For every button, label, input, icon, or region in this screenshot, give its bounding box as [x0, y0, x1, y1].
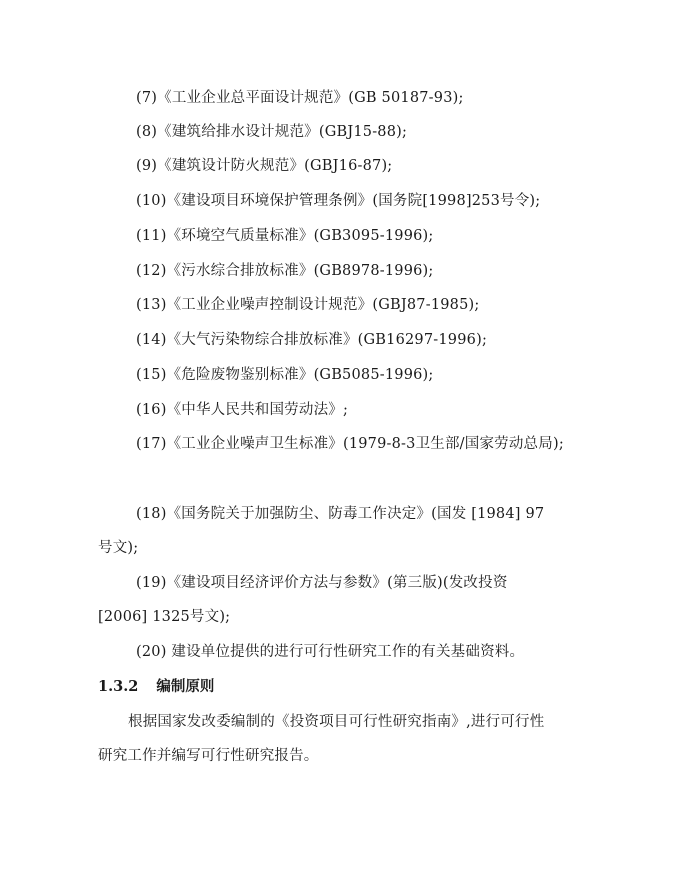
reference-item-7: (7)《工业企业总平面设计规范》(GB 50187-93);	[136, 90, 464, 106]
reference-item-16: (16)《中华人民共和国劳动法》;	[136, 402, 349, 418]
reference-item-18-line1: (18)《国务院关于加强防尘、防毒工作决定》(国发 [1984] 97	[136, 506, 545, 522]
reference-item-20: (20) 建设单位提供的进行可行性研究工作的有关基础资料。	[136, 644, 525, 660]
reference-item-18-line2: 号文);	[98, 540, 139, 556]
reference-item-15: (15)《危险废物鉴别标准》(GB5085-1996);	[136, 367, 434, 383]
reference-item-17: (17)《工业企业噪声卫生标准》(1979-8-3卫生部/国家劳动总局);	[136, 436, 564, 452]
reference-item-14: (14)《大气污染物综合排放标准》(GB16297-1996);	[136, 332, 488, 348]
section-number: 1.3.2	[98, 678, 139, 695]
reference-item-19-line1: (19)《建设项目经济评价方法与参数》(第三版)(发改投资	[136, 575, 508, 591]
reference-item-8: (8)《建筑给排水设计规范》(GBJ15-88);	[136, 124, 408, 140]
paragraph-line-1: 根据国家发改委编制的《投资项目可行性研究指南》,进行可行性	[128, 714, 545, 730]
reference-item-11: (11)《环境空气质量标准》(GB3095-1996);	[136, 228, 434, 244]
paragraph-line-2: 研究工作并编写可行性研究报告。	[98, 748, 319, 764]
section-heading	[98, 677, 214, 697]
reference-item-10: (10)《建设项目环境保护管理条例》(国务院[1998]253号令);	[136, 193, 541, 209]
reference-item-9: (9)《建筑设计防火规范》(GBJ16-87);	[136, 158, 393, 174]
reference-item-13: (13)《工业企业噪声控制设计规范》(GBJ87-1985);	[136, 297, 480, 313]
section-title: 编制原则	[156, 678, 215, 695]
reference-item-19-line2: [2006] 1325号文);	[98, 609, 231, 625]
reference-item-12: (12)《污水综合排放标准》(GB8978-1996);	[136, 263, 434, 279]
